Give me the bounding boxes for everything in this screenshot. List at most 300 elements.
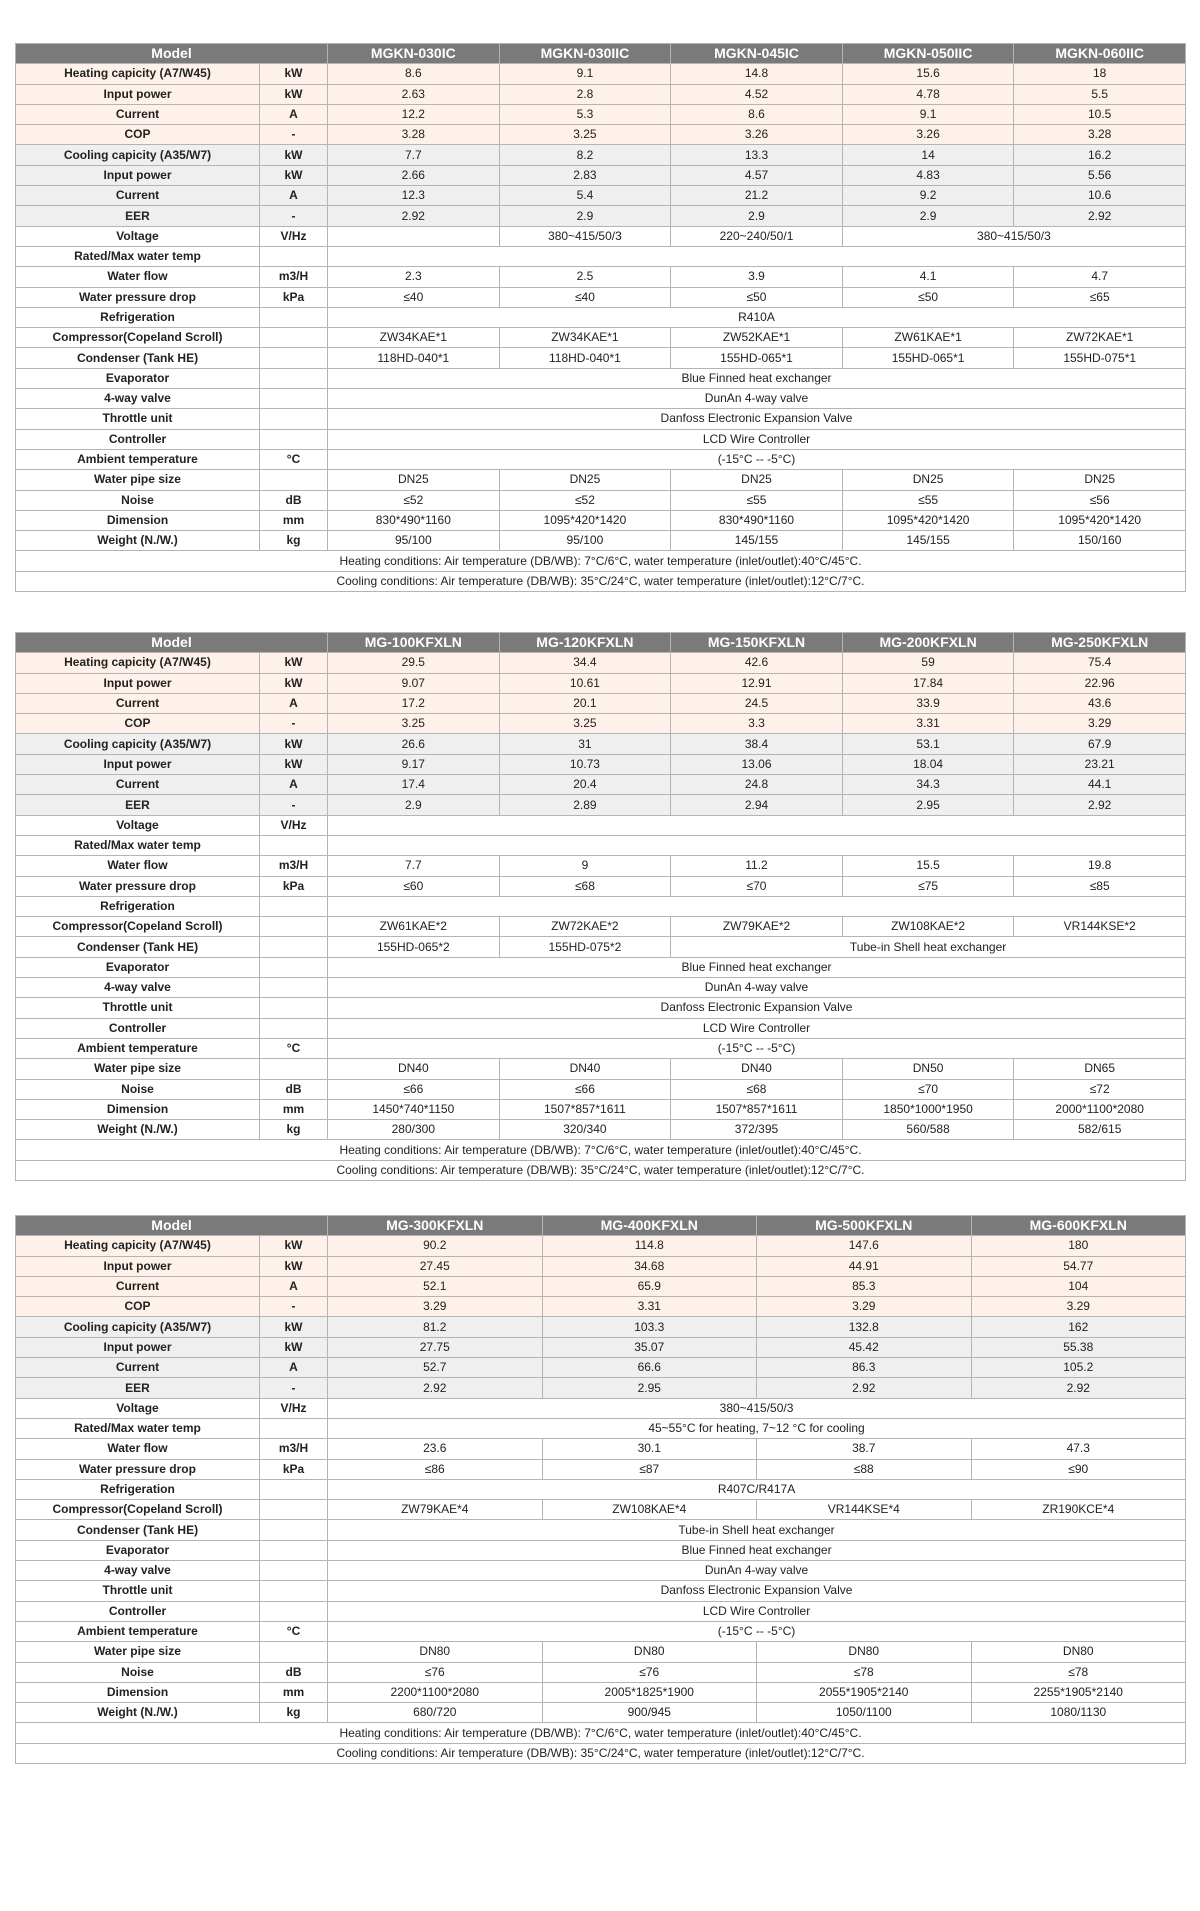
spec-label: Current	[16, 104, 260, 124]
header-row	[16, 44, 1186, 64]
spec-unit: kW	[260, 673, 328, 693]
spec-value: 2.9	[842, 206, 1014, 226]
spec-label: Condenser (Tank HE)	[16, 1520, 260, 1540]
spec-value: ≤90	[971, 1459, 1186, 1479]
spec-value: 17.4	[328, 775, 500, 795]
spec-value: 47.3	[971, 1439, 1186, 1459]
spec-value: 2.94	[671, 795, 843, 815]
spec-value: ZW61KAE*2	[328, 917, 500, 937]
spec-value: 66.6	[542, 1358, 757, 1378]
spec-value: 31	[499, 734, 671, 754]
spec-value: 15.5	[842, 856, 1014, 876]
spec-value: 3.9	[671, 267, 843, 287]
spec-unit: m3/H	[260, 267, 328, 287]
spec-unit: dB	[260, 1662, 328, 1682]
spec-unit	[260, 835, 328, 855]
spec-value: 2.92	[757, 1378, 972, 1398]
spec-row	[16, 409, 1186, 429]
spec-value: 10.73	[499, 754, 671, 774]
spec-unit: -	[260, 1297, 328, 1317]
spec-value: 5.5	[1014, 84, 1186, 104]
spec-value: ≤76	[542, 1662, 757, 1682]
spec-row	[16, 1642, 1186, 1662]
spec-unit	[260, 1418, 328, 1438]
spec-value: 3.25	[499, 125, 671, 145]
spec-value: 12.2	[328, 104, 500, 124]
spec-row	[16, 998, 1186, 1018]
spec-label: Water flow	[16, 267, 260, 287]
spec-row	[16, 348, 1186, 368]
spec-value: 29.5	[328, 653, 500, 673]
spec-value: 23.21	[1014, 754, 1186, 774]
spec-unit	[260, 409, 328, 429]
spec-unit	[260, 1018, 328, 1038]
spec-value: 27.75	[328, 1337, 543, 1357]
spec-unit: -	[260, 1378, 328, 1398]
spec-value: 155HD-065*1	[671, 348, 843, 368]
spec-value: DN25	[671, 470, 843, 490]
spec-row	[16, 64, 1186, 84]
spec-value: 10.6	[1014, 186, 1186, 206]
spec-label: Refrigeration	[16, 896, 260, 916]
spec-value: 2.92	[328, 206, 500, 226]
model-header: Model	[16, 1216, 328, 1236]
spec-value: 2.92	[1014, 206, 1186, 226]
spec-unit	[260, 1059, 328, 1079]
spec-value: 3.26	[842, 125, 1014, 145]
spec-label: Water pressure drop	[16, 287, 260, 307]
spec-value: ≤66	[499, 1079, 671, 1099]
spec-value: Blue Finned heat exchanger	[328, 368, 1186, 388]
spec-value: ZW34KAE*1	[499, 328, 671, 348]
spec-value: ZW79KAE*2	[671, 917, 843, 937]
spec-value: 12.91	[671, 673, 843, 693]
spec-value: ≤78	[971, 1662, 1186, 1682]
spec-label: COP	[16, 1297, 260, 1317]
spec-value: 3.29	[757, 1297, 972, 1317]
spec-row	[16, 449, 1186, 469]
spec-label: 4-way valve	[16, 389, 260, 409]
spec-unit: dB	[260, 1079, 328, 1099]
spec-label: Dimension	[16, 1099, 260, 1119]
condition-note: Cooling conditions: Air temperature (DB/WB): 35°C/24°C, water temperature (inlet/outlet):12°C/7°C.	[16, 1743, 1186, 1763]
spec-row	[16, 653, 1186, 673]
spec-value	[328, 835, 1186, 855]
spec-row	[16, 1297, 1186, 1317]
spec-label: Noise	[16, 490, 260, 510]
spec-value: 54.77	[971, 1256, 1186, 1276]
spec-value: 2.9	[499, 206, 671, 226]
spec-label: Compressor(Copeland Scroll)	[16, 1500, 260, 1520]
spec-value: 67.9	[1014, 734, 1186, 754]
spec-value: Tube-in Shell heat exchanger	[671, 937, 1186, 957]
spec-row	[16, 1038, 1186, 1058]
spec-unit: kPa	[260, 1459, 328, 1479]
spec-unit: kg	[260, 1703, 328, 1723]
spec-value: 1507*857*1611	[499, 1099, 671, 1119]
spec-value: 830*490*1160	[671, 510, 843, 530]
spec-unit	[260, 1540, 328, 1560]
condition-note: Cooling conditions: Air temperature (DB/WB): 35°C/24°C, water temperature (inlet/outlet):12°C/7°C.	[16, 1160, 1186, 1180]
spec-table-mg-kfxln-100-250	[15, 632, 1186, 1181]
spec-value: 1850*1000*1950	[842, 1099, 1014, 1119]
spec-value: 15.6	[842, 64, 1014, 84]
spec-row	[16, 165, 1186, 185]
spec-unit: -	[260, 795, 328, 815]
spec-row	[16, 490, 1186, 510]
spec-value: DunAn 4-way valve	[328, 389, 1186, 409]
spec-unit: -	[260, 714, 328, 734]
spec-unit: kW	[260, 1337, 328, 1357]
spec-value: ≤55	[842, 490, 1014, 510]
spec-value: 2.66	[328, 165, 500, 185]
spec-label: Evaporator	[16, 368, 260, 388]
spec-value: DN25	[499, 470, 671, 490]
spec-value: 8.2	[499, 145, 671, 165]
spec-row	[16, 693, 1186, 713]
spec-row	[16, 1337, 1186, 1357]
spec-value: Danfoss Electronic Expansion Valve	[328, 998, 1186, 1018]
spec-value: ≤50	[671, 287, 843, 307]
spec-label: Ambient temperature	[16, 1038, 260, 1058]
spec-row	[16, 307, 1186, 327]
spec-unit: kW	[260, 64, 328, 84]
spec-value: 10.5	[1014, 104, 1186, 124]
spec-row	[16, 1276, 1186, 1296]
spec-label: Current	[16, 186, 260, 206]
spec-label: Heating capicity (A7/W45)	[16, 653, 260, 673]
spec-value: ≤66	[328, 1079, 500, 1099]
spec-value: LCD Wire Controller	[328, 429, 1186, 449]
spec-value: 2.92	[328, 1378, 543, 1398]
spec-unit: V/Hz	[260, 226, 328, 246]
spec-value: 2005*1825*1900	[542, 1682, 757, 1702]
spec-value: 3.26	[671, 125, 843, 145]
spec-label: Water pressure drop	[16, 876, 260, 896]
model-name-header: MG-120KFXLN	[499, 633, 671, 653]
spec-label: Current	[16, 693, 260, 713]
spec-unit	[260, 389, 328, 409]
spec-label: Cooling capicity (A35/W7)	[16, 734, 260, 754]
spec-value: Danfoss Electronic Expansion Valve	[328, 1581, 1186, 1601]
spec-value: 103.3	[542, 1317, 757, 1337]
spec-unit	[260, 998, 328, 1018]
spec-value: 220~240/50/1	[671, 226, 843, 246]
spec-row	[16, 1317, 1186, 1337]
spec-value: 26.6	[328, 734, 500, 754]
spec-value: ≤65	[1014, 287, 1186, 307]
spec-value: 23.6	[328, 1439, 543, 1459]
spec-value: ≤50	[842, 287, 1014, 307]
spec-label: Water pipe size	[16, 1642, 260, 1662]
spec-row	[16, 978, 1186, 998]
spec-value: DN80	[757, 1642, 972, 1662]
spec-label: Voltage	[16, 815, 260, 835]
spec-row	[16, 876, 1186, 896]
spec-unit: A	[260, 693, 328, 713]
model-name-header: MG-600KFXLN	[971, 1216, 1186, 1236]
spec-label: Water pipe size	[16, 470, 260, 490]
spec-value: 4.7	[1014, 267, 1186, 287]
spec-value: ≤68	[671, 1079, 843, 1099]
spec-value: ZW108KAE*2	[842, 917, 1014, 937]
spec-label: Input power	[16, 1337, 260, 1357]
spec-value: 20.4	[499, 775, 671, 795]
spec-unit	[260, 348, 328, 368]
spec-unit	[260, 1479, 328, 1499]
spec-value: 4.78	[842, 84, 1014, 104]
spec-value: 380~415/50/3	[328, 1398, 1186, 1418]
spec-label: Noise	[16, 1662, 260, 1682]
spec-value: 145/155	[842, 531, 1014, 551]
spec-table-mg-kfxln-300-600	[15, 1215, 1186, 1764]
spec-unit	[260, 917, 328, 937]
spec-value: 81.2	[328, 1317, 543, 1337]
spec-value: 34.68	[542, 1256, 757, 1276]
spec-row	[16, 104, 1186, 124]
spec-label: Throttle unit	[16, 998, 260, 1018]
spec-row	[16, 470, 1186, 490]
spec-value: DN25	[842, 470, 1014, 490]
spec-unit: °C	[260, 1621, 328, 1641]
spec-value: 42.6	[671, 653, 843, 673]
spec-value: 90.2	[328, 1236, 543, 1256]
spec-label: Refrigeration	[16, 307, 260, 327]
spec-row	[16, 389, 1186, 409]
spec-value: 118HD-040*1	[328, 348, 500, 368]
spec-value: ≤60	[328, 876, 500, 896]
spec-value: 9.1	[842, 104, 1014, 124]
spec-value	[328, 815, 1186, 835]
spec-value: 1450*740*1150	[328, 1099, 500, 1119]
spec-row	[16, 1099, 1186, 1119]
spec-label: Condenser (Tank HE)	[16, 937, 260, 957]
spec-row	[16, 1703, 1186, 1723]
spec-unit: A	[260, 186, 328, 206]
spec-value: 52.1	[328, 1276, 543, 1296]
spec-value: 380~415/50/3	[499, 226, 671, 246]
spec-unit: -	[260, 206, 328, 226]
spec-unit: kW	[260, 1317, 328, 1337]
spec-row	[16, 1018, 1186, 1038]
spec-label: Water pipe size	[16, 1059, 260, 1079]
spec-value: 13.06	[671, 754, 843, 774]
spec-value: 8.6	[328, 64, 500, 84]
spec-value: DN50	[842, 1059, 1014, 1079]
spec-value: 132.8	[757, 1317, 972, 1337]
spec-label: Ambient temperature	[16, 449, 260, 469]
spec-row	[16, 957, 1186, 977]
spec-value: 150/160	[1014, 531, 1186, 551]
spec-row	[16, 1581, 1186, 1601]
spec-label: Rated/Max water temp	[16, 835, 260, 855]
spec-value: 900/945	[542, 1703, 757, 1723]
spec-value: 2255*1905*2140	[971, 1682, 1186, 1702]
spec-unit: °C	[260, 1038, 328, 1058]
spec-value: 11.2	[671, 856, 843, 876]
spec-value: ZW79KAE*4	[328, 1500, 543, 1520]
spec-value: 3.31	[842, 714, 1014, 734]
model-name-header: MGKN-030IIC	[499, 44, 671, 64]
spec-unit: kPa	[260, 287, 328, 307]
spec-value: ZW52KAE*1	[671, 328, 843, 348]
spec-row	[16, 1662, 1186, 1682]
spec-unit	[260, 1520, 328, 1540]
spec-unit	[260, 1601, 328, 1621]
spec-value: (-15°C -- -5°C)	[328, 1621, 1186, 1641]
spec-value: 17.2	[328, 693, 500, 713]
spec-label: Input power	[16, 1256, 260, 1276]
spec-value: 1050/1100	[757, 1703, 972, 1723]
spec-row	[16, 206, 1186, 226]
header-row	[16, 633, 1186, 653]
spec-value: 34.3	[842, 775, 1014, 795]
spec-value: 4.1	[842, 267, 1014, 287]
spec-value: Danfoss Electronic Expansion Valve	[328, 409, 1186, 429]
spec-value: 3.29	[971, 1297, 1186, 1317]
spec-unit: kW	[260, 734, 328, 754]
spec-label: Ambient temperature	[16, 1621, 260, 1641]
spec-unit	[260, 896, 328, 916]
spec-value: LCD Wire Controller	[328, 1018, 1186, 1038]
spec-value: 38.4	[671, 734, 843, 754]
model-name-header: MGKN-045IC	[671, 44, 843, 64]
spec-label: Noise	[16, 1079, 260, 1099]
spec-value: DunAn 4-way valve	[328, 1561, 1186, 1581]
spec-value: 114.8	[542, 1236, 757, 1256]
spec-value: Blue Finned heat exchanger	[328, 957, 1186, 977]
spec-value: 3.29	[1014, 714, 1186, 734]
spec-row	[16, 1378, 1186, 1398]
spec-row	[16, 368, 1186, 388]
spec-value: 155HD-075*2	[499, 937, 671, 957]
spec-value: 3.3	[671, 714, 843, 734]
spec-value: ≤70	[842, 1079, 1014, 1099]
spec-value: 3.28	[328, 125, 500, 145]
spec-value: 9.2	[842, 186, 1014, 206]
spec-row	[16, 1059, 1186, 1079]
spec-value: 4.52	[671, 84, 843, 104]
spec-label: Controller	[16, 429, 260, 449]
spec-row	[16, 917, 1186, 937]
spec-label: Rated/Max water temp	[16, 1418, 260, 1438]
spec-unit: A	[260, 1358, 328, 1378]
spec-value: 3.25	[328, 714, 500, 734]
spec-unit	[260, 307, 328, 327]
spec-label: Dimension	[16, 510, 260, 530]
spec-value: 155HD-075*1	[1014, 348, 1186, 368]
spec-label: 4-way valve	[16, 1561, 260, 1581]
spec-value: 2.8	[499, 84, 671, 104]
spec-unit: -	[260, 125, 328, 145]
spec-value: 4.83	[842, 165, 1014, 185]
spec-value: ≤87	[542, 1459, 757, 1479]
spec-label: EER	[16, 206, 260, 226]
spec-value: 2.83	[499, 165, 671, 185]
spec-label: Voltage	[16, 226, 260, 246]
spec-row	[16, 510, 1186, 530]
model-name-header: MG-500KFXLN	[757, 1216, 972, 1236]
spec-label: Weight (N./W.)	[16, 1703, 260, 1723]
spec-value: 7.7	[328, 856, 500, 876]
spec-value: 95/100	[328, 531, 500, 551]
spec-label: Controller	[16, 1601, 260, 1621]
spec-label: COP	[16, 714, 260, 734]
condition-note-row	[16, 1743, 1186, 1763]
spec-value: 19.8	[1014, 856, 1186, 876]
spec-value: DN80	[542, 1642, 757, 1662]
spec-value: 33.9	[842, 693, 1014, 713]
spec-unit: kW	[260, 754, 328, 774]
spec-value: 2055*1905*2140	[757, 1682, 972, 1702]
spec-row	[16, 287, 1186, 307]
spec-value: 12.3	[328, 186, 500, 206]
spec-value: 9.17	[328, 754, 500, 774]
spec-value: 44.1	[1014, 775, 1186, 795]
spec-unit	[260, 1581, 328, 1601]
spec-unit: A	[260, 775, 328, 795]
spec-value: 34.4	[499, 653, 671, 673]
spec-value: VR144KSE*4	[757, 1500, 972, 1520]
spec-value: 7.7	[328, 145, 500, 165]
spec-value: ≤76	[328, 1662, 543, 1682]
spec-value	[328, 896, 1186, 916]
spec-unit	[260, 470, 328, 490]
spec-value: ≤88	[757, 1459, 972, 1479]
spec-row	[16, 714, 1186, 734]
spec-value: DN80	[971, 1642, 1186, 1662]
spec-row	[16, 1520, 1186, 1540]
spec-label: Controller	[16, 1018, 260, 1038]
spec-label: Heating capicity (A7/W45)	[16, 1236, 260, 1256]
spec-unit: A	[260, 104, 328, 124]
spec-value: ≤56	[1014, 490, 1186, 510]
spec-row	[16, 1120, 1186, 1140]
spec-row	[16, 815, 1186, 835]
condition-note-row	[16, 1160, 1186, 1180]
spec-label: Input power	[16, 84, 260, 104]
spec-value: ≤52	[499, 490, 671, 510]
spec-value: 85.3	[757, 1276, 972, 1296]
model-name-header: MGKN-060IIC	[1014, 44, 1186, 64]
spec-row	[16, 1418, 1186, 1438]
spec-value: 17.84	[842, 673, 1014, 693]
spec-value: 3.29	[328, 1297, 543, 1317]
model-name-header: MG-200KFXLN	[842, 633, 1014, 653]
spec-row	[16, 937, 1186, 957]
spec-value: 14.8	[671, 64, 843, 84]
spec-value: DN40	[499, 1059, 671, 1079]
condition-note-row	[16, 551, 1186, 571]
spec-value: 20.1	[499, 693, 671, 713]
spec-label: Weight (N./W.)	[16, 531, 260, 551]
spec-value: 5.3	[499, 104, 671, 124]
spec-unit: kW	[260, 145, 328, 165]
spec-unit: A	[260, 1276, 328, 1296]
spec-value: 18	[1014, 64, 1186, 84]
spec-value: ≤86	[328, 1459, 543, 1479]
spec-value: ≤75	[842, 876, 1014, 896]
spec-unit: mm	[260, 1099, 328, 1119]
spec-value: 44.91	[757, 1256, 972, 1276]
spec-value	[328, 246, 1186, 266]
spec-value: ZW34KAE*1	[328, 328, 500, 348]
spec-value: 830*490*1160	[328, 510, 500, 530]
spec-label: Weight (N./W.)	[16, 1120, 260, 1140]
spec-label: Current	[16, 1358, 260, 1378]
model-name-header: MG-300KFXLN	[328, 1216, 543, 1236]
spec-label: EER	[16, 795, 260, 815]
